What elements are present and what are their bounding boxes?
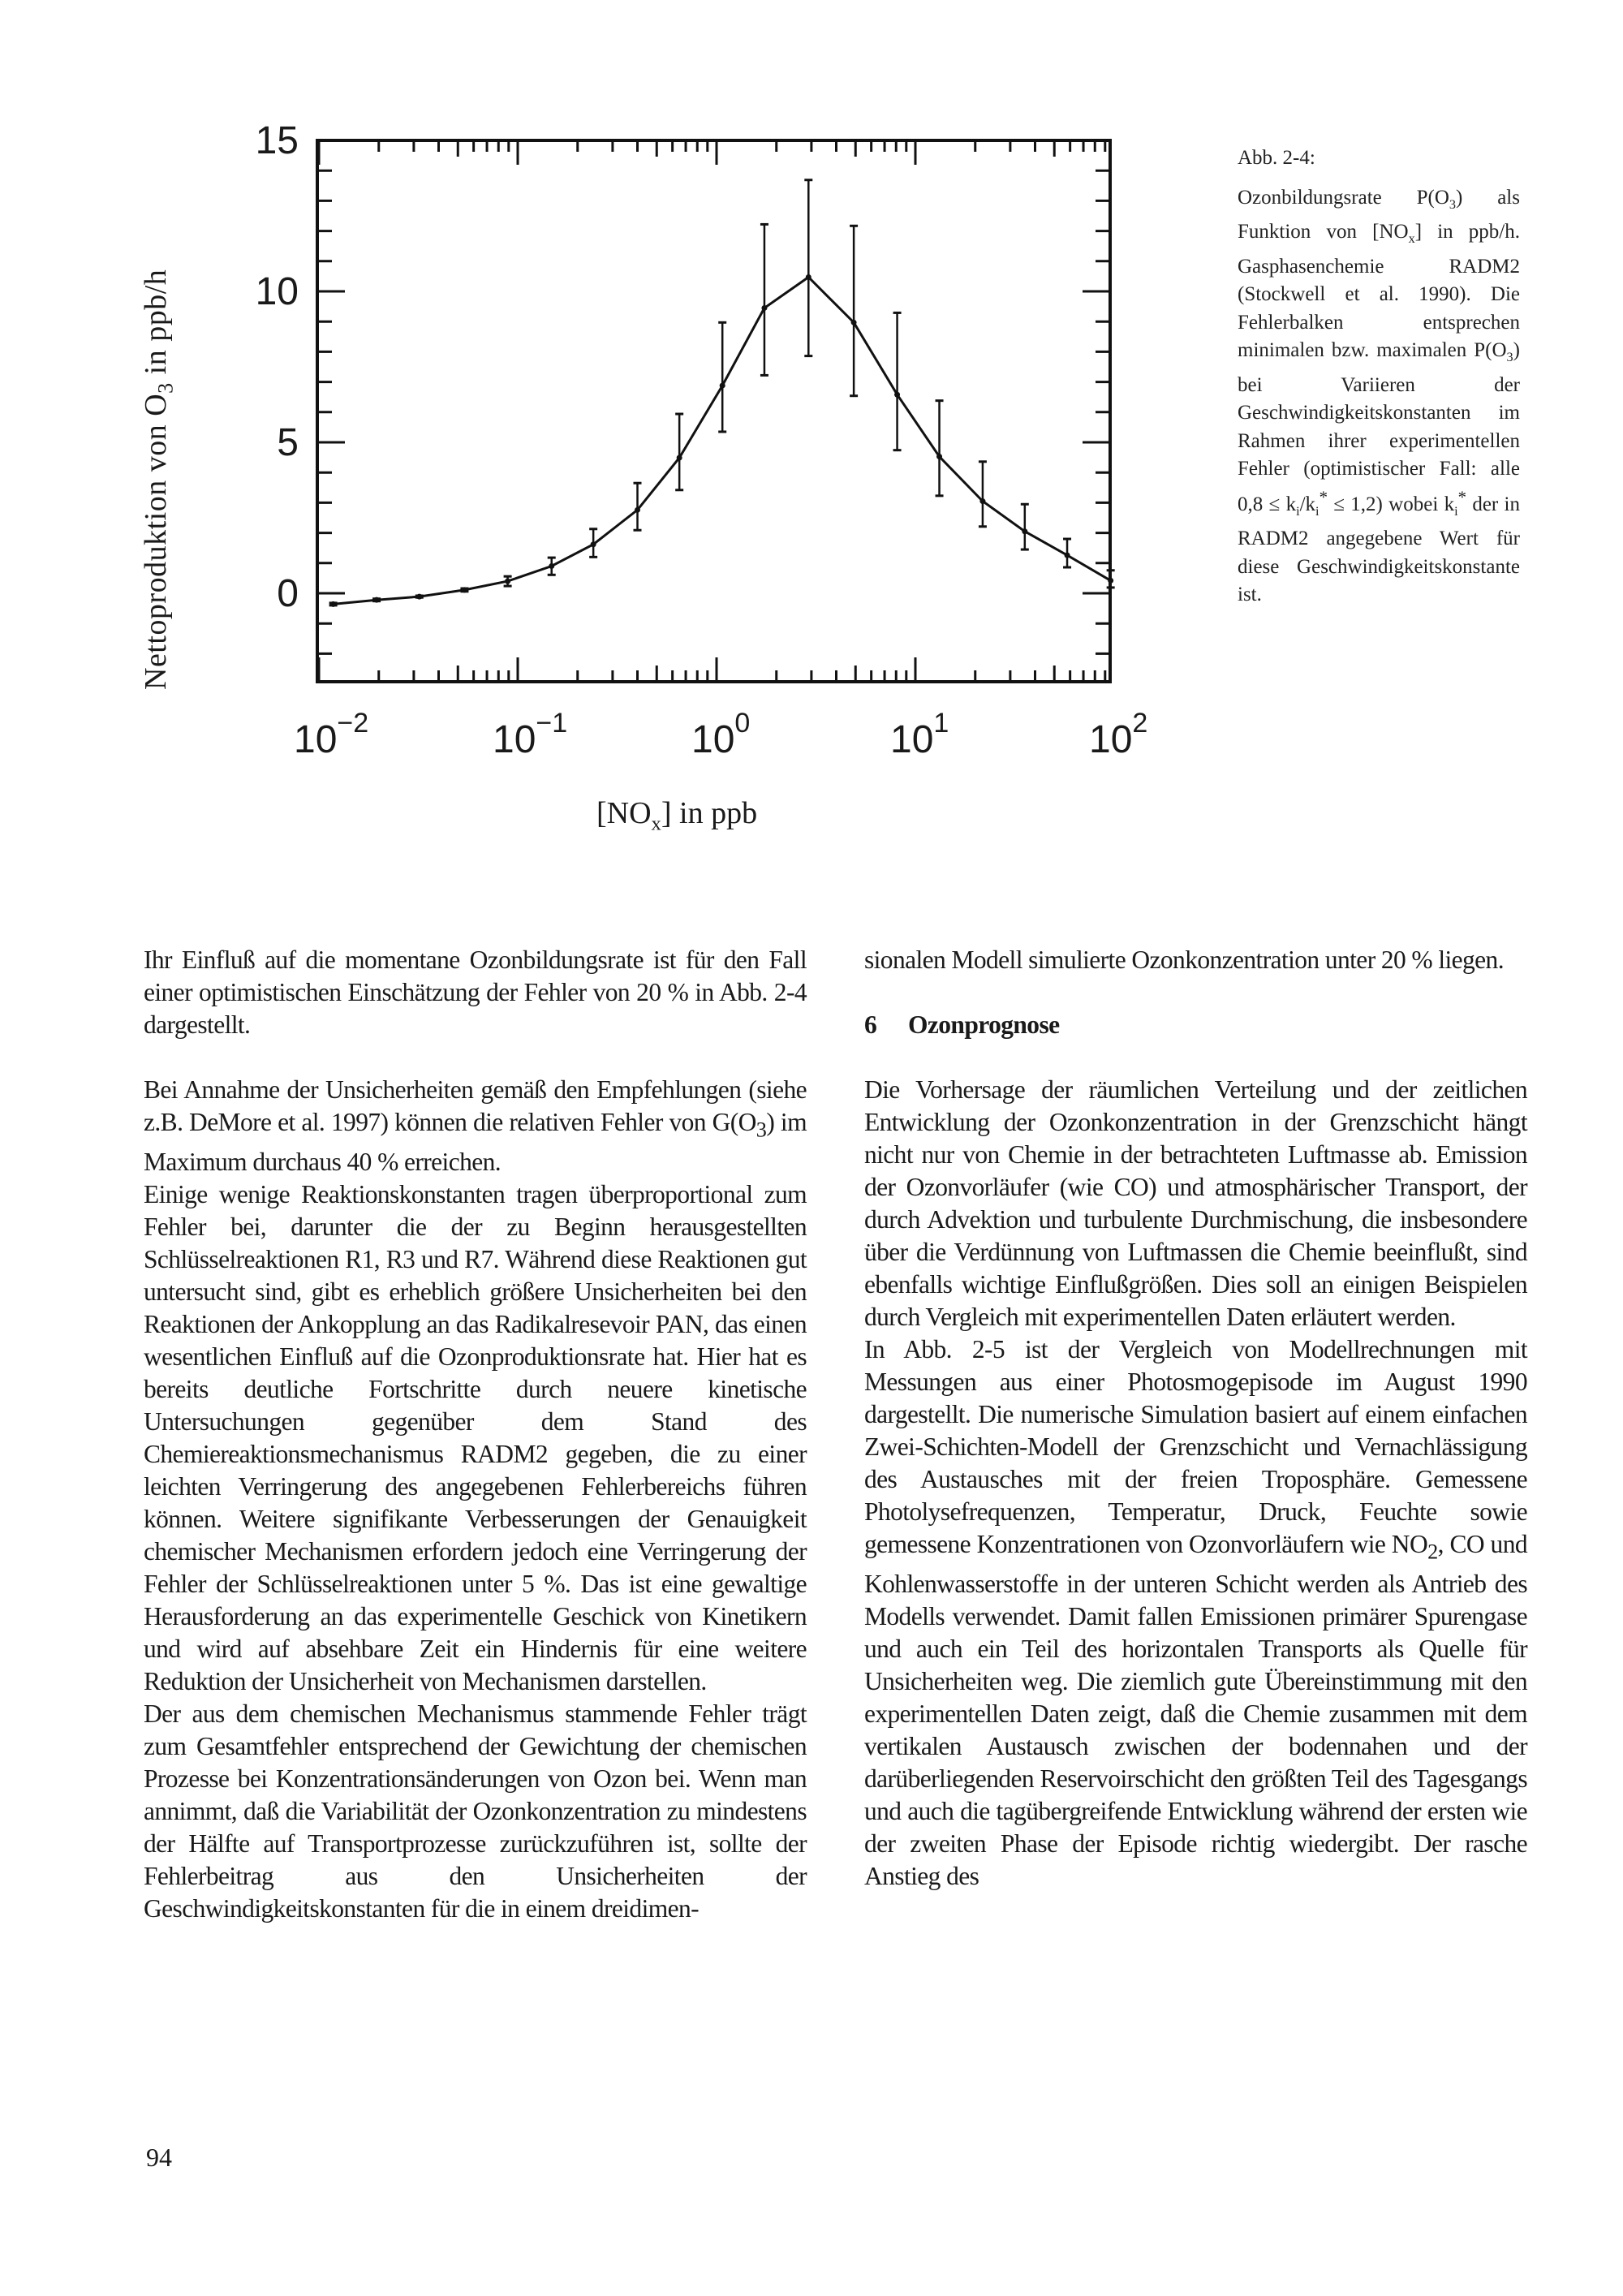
figure-abb-2-4 <box>0 0 1201 877</box>
paragraph: In Abb. 2-5 ist der Vergleich von Modellrechnungen mit Messungen aus einer Photosmogepisode im August 1990 dargestellt. Die numerische Simulation basiert auf einem einfachen Zwei-Schichten-Modell der Grenzschicht und Vernachlässigung des Austausches mit der freien Troposphäre. Gemessene Photolysefrequenzen, Temperatur, Druck, Feuchte sowie gemessene Konzentrationen von Ozonvorläufern wie $NO_2$, CO und Kohlenwasserstoffe in der unteren Schicht werden als Antrieb des Modells verwendet. Damit fallen Emissionen primärer Spurengase und auch ein Teil des horizontalen Transports als Quelle für Unsicherheiten weg. Die ziemlich gute Übereinstimmung mit den experimentellen Daten zeigt, daß die Chemie zusammen mit dem vertikalen Austausch zwischen der bodennahen und der darüberliegenden Reservoirschicht den größten Teil des Tagesgangs und auch die tagübergreifende Entwicklung während der ersten wie der zweiten Phase der Episode richtig wiedergibt. Der rasche Anstieg des <box>864 1335 1528 1891</box>
right-column <box>864 944 1527 1893</box>
figure-label: Abb. 2-4: <box>1238 147 1315 169</box>
x-tick-label: $10^{-1}$ <box>493 708 568 761</box>
line-chart-with-error-bars <box>0 0 1201 730</box>
page-number: 94 <box>146 2143 172 2172</box>
paragraph: Der aus dem chemischen Mechanismus stammende Fehler trägt zum Gesamtfehler entsprechend der Gewichtung der chemischen Prozesse bei Konzentrationsänderungen von Ozon bei. Wenn man annimmt, daß die Variabilität der Ozonkonzentration zu mindestens der Hälfte auf Transportprozesse zurückzuführen ist, sollte der Fehlerbeitrag aus den Unsicherheiten der Geschwindigkeitskonstanten für die in einem dreidimen- <box>144 1699 807 1923</box>
x-tick-label: $10^{-2}$ <box>294 708 369 761</box>
paragraph: sionalen Modell simulierte Ozonkonzentration unter 20 % liegen. <box>864 946 1504 974</box>
y-tick-label: 15 <box>255 119 299 162</box>
paragraph: Einige wenige Reaktionskonstanten tragen überproportional zum Fehler bei, darunter die der zu Beginn herausgestellten Schlüsselreaktionen R1, R3 und R7. Während diese Reaktionen gut untersucht sind, gibt es erheblich größere Unsicherheiten bei den Reaktionen der Ankopplung an das Radikalresevoir PAN, das einen wesentlichen Einfluß auf die Ozonproduktionsrate hat. Hier hat es bereits deutliche Fortschritte durch neuere kinetische Untersuchungen gegenüber dem Stand des Chemiereaktionsmechanismus RADM2 gegeben, die zu einer leichten Verringerung des angegebenen Fehlerbereichs führen können. Weitere signifikante Verbesserungen der Genauigkeit chemischer Mechanismen erfordern jedoch eine Verringerung der Fehler der Schlüsselreaktionen unter 5 %. Das ist eine gewaltige Herausforderung an das experimentelle Geschick von Kinetikern und wird auf absehbare Zeit ein Hindernis für eine weitere Reduktion der Unsicherheit von Mechanismen darstellen. <box>144 1180 807 1696</box>
figure-caption <box>1238 144 1520 610</box>
x-tick-label: $10^1$ <box>890 708 949 761</box>
x-tick-label: $10^0$ <box>691 708 751 761</box>
y-tick-label: 10 <box>255 270 299 313</box>
x-tick-label: $10^2$ <box>1089 708 1148 761</box>
section-heading: 6 Ozonprognose <box>864 1010 1060 1039</box>
x-axis-label: $[NO_x]$ in ppb <box>596 796 758 835</box>
y-tick-label: 5 <box>277 421 299 464</box>
caption-text: Ozonbildungsrate $P(O_3)$ als Funktion von $[NO_x]$ in ppb/h. Gasphasenchemie RADM2 (Stockwell et al. 1990). Die Fehlerbalken entsprechen minimalen bzw. maximalen $P(O_3)$ bei Variieren der Geschwindigkeitskonstanten im Rahmen ihrer experimentellen Fehler (optimistischer Fall: alle $0,8 \le k_i/k_i^* \le 1,2$) wobei $k_i^*$ der in RADM2 angegebene Wert für diese Geschwindigkeitskonstante ist. <box>1238 186 1521 606</box>
left-column <box>144 944 807 1925</box>
y-tick-label: 0 <box>277 572 299 615</box>
paragraph: Die Vorhersage der räumlichen Verteilung und der zeitlichen Entwicklung der Ozonkonzentration in der Grenzschicht hängt nicht nur von Chemie in der betrachteten Luftmasse ab. Emission der Ozonvorläufer (wie CO) und atmosphärischer Transport, der durch Advektion und turbulente Durchmischung, die insbesondere über die Verdünnung von Luftmassen die Chemie beeinflußt, sind ebenfalls wichtige Einflußgrößen. Dies soll an einigen Beispielen durch Vergleich mit experimentellen Daten erläutert werden. <box>864 1075 1527 1331</box>
y-axis-label: Nettoproduktion von $O_3$ in ppb/h <box>139 269 178 690</box>
paragraph: Ihr Einfluß auf die momentane Ozonbildungsrate ist für den Fall einer optimistischen Einschätzung der Fehler von 20 % in Abb. 2-4 dargestellt. <box>144 946 807 1039</box>
paragraph: Bei Annahme der Unsicherheiten gemäß den Empfehlungen (siehe z.B. DeMore et al. 1997) können die relativen Fehler von $G(O_3)$ im Maximum durchaus 40 % erreichen. <box>144 1075 807 1177</box>
